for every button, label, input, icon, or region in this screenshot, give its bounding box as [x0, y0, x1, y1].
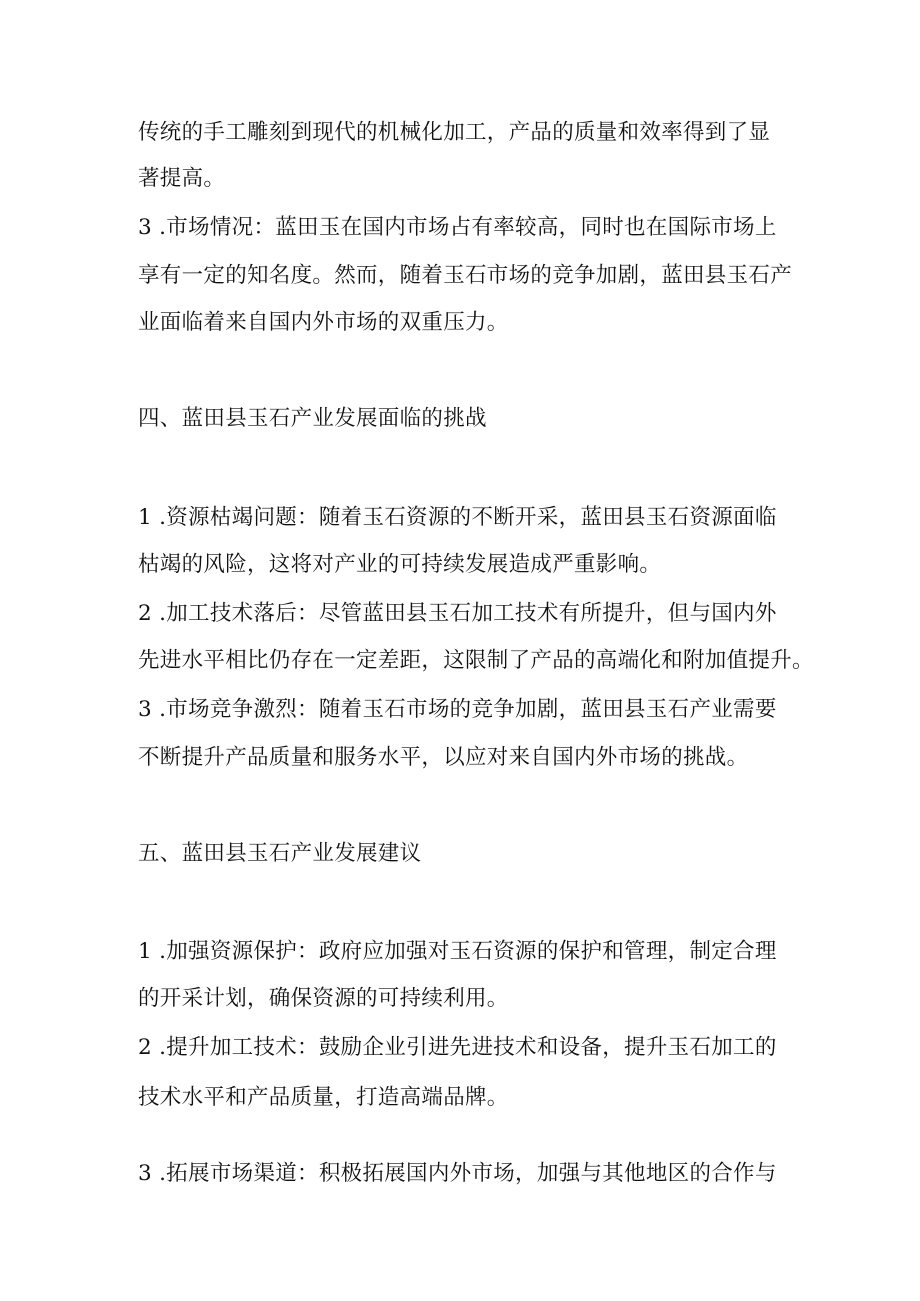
paragraph-line: 枯竭的风险，这将对产业的可持续发展造成严重影响。 — [138, 552, 662, 577]
paragraph-line: 著提高。 — [138, 166, 226, 191]
section-heading: 五、蓝田县玉石产业发展建议 — [138, 841, 422, 866]
paragraph-line: 享有一定的知名度。然而，随着玉石市场的竞争加剧，蓝田县玉石产 — [138, 263, 793, 288]
paragraph-line: 业面临着来自国内外市场的双重压力。 — [138, 310, 509, 335]
list-item-line: 1 .资源枯竭问题：随着玉石资源的不断开采，蓝田县玉石资源面临 — [138, 505, 777, 530]
list-item-line: 2 .加工技术落后：尽管蓝田县玉石加工技术有所提升，但与国内外 — [138, 601, 777, 626]
list-item-line: 3 .拓展市场渠道：积极拓展国内外市场，加强与其他地区的合作与 — [138, 1161, 777, 1186]
paragraph-line: 传统的手工雕刻到现代的机械化加工，产品的质量和效率得到了显 — [138, 120, 771, 145]
paragraph-line: 不断提升产品质量和服务水平，以应对来自国内外市场的挑战。 — [138, 745, 749, 770]
paragraph-line: 先进水平相比仍存在一定差距，这限制了产品的高端化和附加值提升。 — [138, 648, 814, 673]
list-item-line: 2 .提升加工技术：鼓励企业引进先进技术和设备，提升玉石加工的 — [138, 1035, 777, 1060]
paragraph-line: 技术水平和产品质量，打造高端品牌。 — [138, 1085, 509, 1110]
list-item-line: 1 .加强资源保护：政府应加强对玉石资源的保护和管理，制定合理 — [138, 939, 777, 964]
section-heading: 四、蓝田县玉石产业发展面临的挑战 — [138, 406, 487, 431]
list-item-line: 3 .市场竞争激烈：随着玉石市场的竞争加剧，蓝田县玉石产业需要 — [138, 697, 777, 722]
list-item-line: 3 .市场情况：蓝田玉在国内市场占有率较高，同时也在国际市场上 — [138, 215, 777, 240]
paragraph-line: 的开采计划，确保资源的可持续利用。 — [138, 986, 509, 1011]
